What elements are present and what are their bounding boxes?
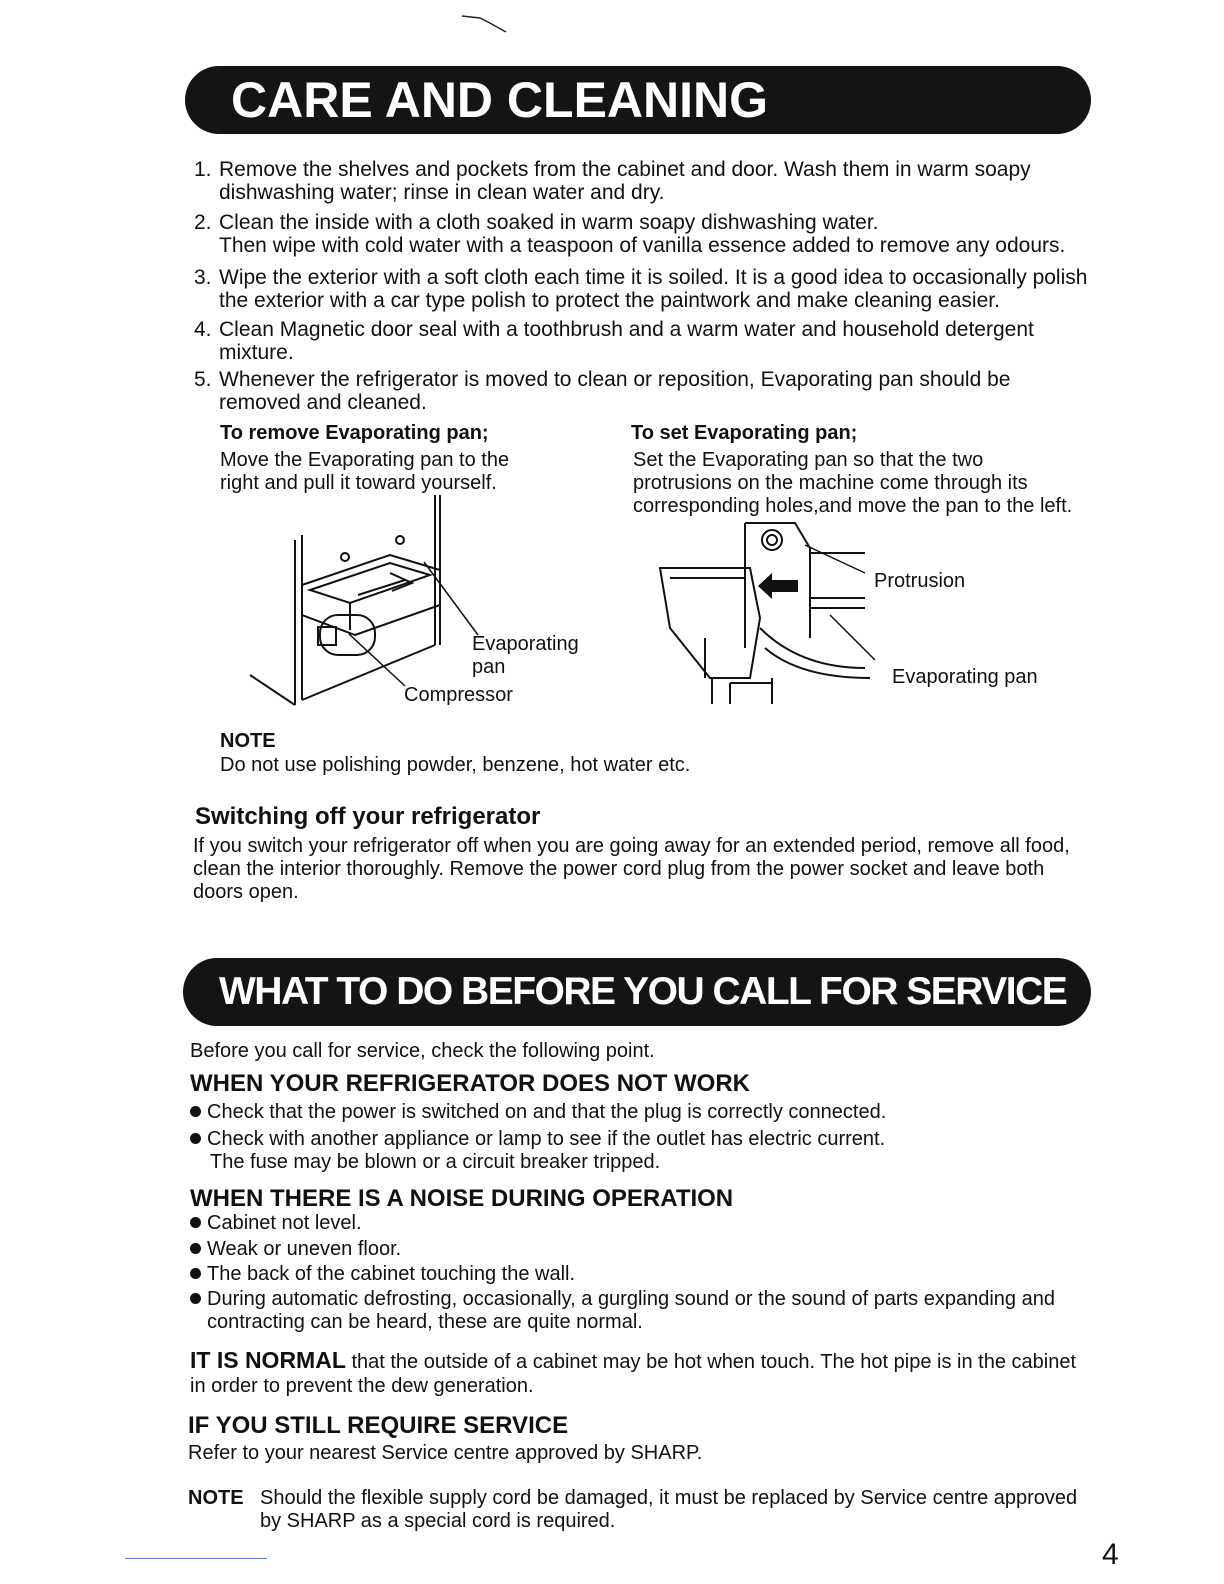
- still-text: Refer to your nearest Service centre approved by SHARP.: [188, 1442, 703, 1464]
- care-item-5: 5. Whenever the refrigerator is moved to clean or reposition, Evaporating pan should be removed and cleaned.: [194, 368, 1011, 414]
- still-heading: IF YOU STILL REQUIRE SERVICE: [188, 1412, 569, 1439]
- fig1-compressor-label: Compressor: [404, 684, 513, 706]
- page-number: 4: [1102, 1538, 1119, 1571]
- care-banner: [185, 66, 1091, 134]
- service-title: WHAT TO DO BEFORE YOU CALL FOR SERVICE: [219, 970, 1067, 1013]
- fig1-evap-label-1: Evaporating: [472, 633, 579, 655]
- bullet-icon: [190, 1133, 201, 1144]
- care-note-label: NOTE: [220, 730, 276, 752]
- service-banner: [183, 958, 1091, 1026]
- fig1-evap-label-2: pan: [472, 656, 506, 678]
- fig2-pointer-lines: [800, 540, 880, 670]
- noise-item: During automatic defrosting, occasionally, a gurgling sound or the sound of parts expanding and contracting can be heard, these are quite normal.: [190, 1288, 1107, 1334]
- care-item-3: 3. Wipe the exterior with a soft cloth each time it is soiled. It is a good idea to occasionally polish the exterior with a car type polish to protect the paintwork and make cleaning easier.: [194, 266, 1088, 312]
- scan-mark: [460, 10, 510, 35]
- footer-rule: [125, 1558, 267, 1559]
- bullet-icon: [190, 1243, 201, 1254]
- care-item-1: 1. Remove the shelves and pockets from the cabinet and door. Wash them in warm soapy dishwashing water; rinse in clean water and dry.: [194, 158, 1031, 204]
- bullet-icon: [190, 1106, 201, 1117]
- bullet-icon: [190, 1217, 201, 1228]
- fig2-evap-label: Evaporating pan: [892, 666, 1038, 688]
- compressor-pointer-line: [345, 630, 415, 690]
- switch-text: If you switch your refrigerator off when you are going away for an extended period, remove all food, clean the interior thoroughly. Remove the power cord plug from the power socket and leave both doors open.: [193, 835, 1070, 903]
- care-title: CARE AND CLEANING: [231, 72, 769, 128]
- set-text: Set the Evaporating pan so that the two protrusions on the machine come through its corresponding holes,and move the pan to the left.: [633, 449, 1073, 517]
- set-heading: To set Evaporating pan;: [631, 422, 858, 444]
- care-note-text: Do not use polishing powder, benzene, hot water etc.: [220, 754, 691, 776]
- bullet-icon: [190, 1293, 201, 1304]
- bullet-icon: [190, 1268, 201, 1279]
- noise-item: Weak or uneven floor.: [190, 1238, 1110, 1261]
- noise-item: Cabinet not level.: [190, 1212, 1110, 1235]
- not-work-heading: WHEN YOUR REFRIGERATOR DOES NOT WORK: [190, 1070, 751, 1097]
- not-work-item: Check that the power is switched on and that the plug is correctly connected.: [190, 1101, 1110, 1124]
- care-item-4: 4. Clean Magnetic door seal with a toothbrush and a warm water and household detergent mixture.: [194, 318, 1034, 364]
- evap-pointer-line: [420, 560, 490, 640]
- noise-item: The back of the cabinet touching the wall.: [190, 1263, 1110, 1286]
- remove-text: Move the Evaporating pan to the right and pull it toward yourself.: [220, 449, 510, 494]
- care-item-2: 2. Clean the inside with a cloth soaked in warm soapy dishwashing water. Then wipe with cold water with a teaspoon of vanilla essence added to remove any odours.: [194, 211, 1066, 257]
- service-note-text: Should the flexible supply cord be damaged, it must be replaced by Service centre approved by SHARP as a special cord is required.: [260, 1487, 1078, 1532]
- normal-paragraph: [190, 1348, 1090, 1398]
- service-intro: Before you call for service, check the following point.: [190, 1040, 655, 1062]
- noise-heading: WHEN THERE IS A NOISE DURING OPERATION: [190, 1185, 734, 1212]
- normal-lead: IT IS NORMAL: [190, 1347, 346, 1373]
- fig2-protrusion-label: Protrusion: [874, 570, 966, 592]
- switch-heading: Switching off your refrigerator: [195, 803, 541, 830]
- remove-heading: To remove Evaporating pan;: [220, 422, 489, 444]
- not-work-item: Check with another appliance or lamp to see if the outlet has electric current. The fuse may be blown or a circuit breaker tripped.: [190, 1128, 1110, 1174]
- normal-text: that the outside of a cabinet may be hot when touch. The hot pipe is in the cabinet in order to prevent the dew generation.: [190, 1351, 1077, 1397]
- service-note-label: NOTE: [188, 1487, 244, 1509]
